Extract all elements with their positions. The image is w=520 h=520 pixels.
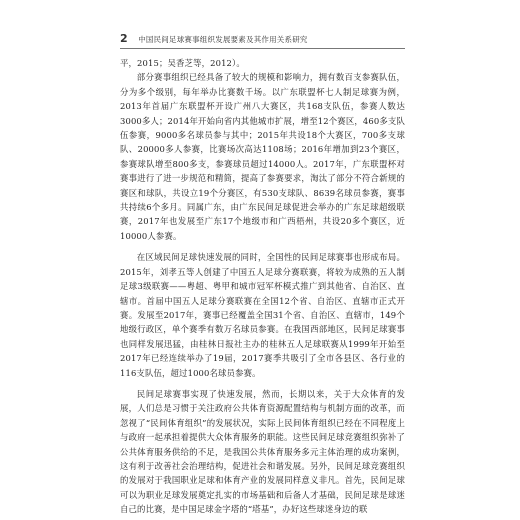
header-divider bbox=[120, 48, 405, 49]
running-header-title: 中国民间足球赛事组织发展要素及其作用关系研究 bbox=[138, 35, 308, 44]
paragraph-continuation: 平，2015；吴香芝等，2012）。 bbox=[120, 58, 245, 68]
page-number: 2 bbox=[120, 32, 128, 45]
paragraph-guangdong-league: 部分赛事组织已经具备了较大的规模和影响力，拥有数百支参赛队伍，分为多个级别，每年举办比赛数千场。以广东联盟杯七人制足球赛为例，2013年首届广东联盟杯开设广州八大赛区，共168支队伍，参赛人数达3000多人；2014年开始向省内其他城市扩展，增至12个赛区，460多支队伍参赛，9000多名球员参与其中；2015年共设18个大赛区，700多支球队、20000多人参赛，比赛场次高达1108场；2016年增加到23个赛区，参赛球队增至800多支，参赛球员超过14000人。2017年，广东联盟杯对赛事进行了进一步规范和精简，提高了参赛要求，淘汰了部分不符合新规的赛区和球队，共设立19个分赛区，有530支球队、8639名球员参赛，赛事共持续6个多月。同属广东，由广东民间足球促进会举办的广东足球超级联赛，2017年也发展至广东17个地级市和广西梧州，共设20多个赛区，近10000人参赛。 bbox=[120, 72, 405, 241]
paragraph-national-league: 在区域民间足球快速发展的同时，全国性的民间足球赛事也形成布局。2015年，刘孝五等人创建了中国五人足球分赛联赛，将较为成熟的五人制足球3级联赛——粤超、粤甲和城市冠军杯模式推广到其他省、自治区、直辖市。首届中国五人足球分赛联赛在全国12个省、自治区、直辖市正式开赛。发展至2017年，赛事已经覆盖全国31个省、自治区、直辖市，149个地级行政区，单个赛季有数万名球员参赛。在我国西部地区，民间足球赛事也同样发展迅猛，由桂林日报社主办的桂林五人足球联赛从1999年开始至2017年已经连续举办了19届，2017赛季共吸引了全市各县区、各行业的116支队伍，超过1000名球员参赛。 bbox=[120, 252, 405, 378]
body-text bbox=[120, 56, 405, 515]
paragraph-significance: 民间足球赛事实现了快速发展，然而，长期以来，关于大众体育的发展，人们总是习惯于关注政府公共体育资源配置结构与机制方面的改革，而忽视了“民间体育组织”的发展状况，实际上民间体育组织已经在不同程度上与政府一起承担着提供大众体育服务的职能。这些民间足球竞赛组织弥补了公共体育服务供给的不足，是我国公共体育服务多元主体治理的成功案例，这有利于改善社会治理结构，促进社会和谐发展。另外，民间足球竞赛组织的发展对于我国职业足球和体育产业的发展同样意义非凡。首先，民间足球可以为职业足球发展奠定扎实的市场基础和后备人才基础，民间足球是球迷自己的比赛，是中国足球金字塔的“塔基”，办好这些球迷身边的联 bbox=[120, 388, 405, 515]
running-header bbox=[120, 32, 405, 46]
